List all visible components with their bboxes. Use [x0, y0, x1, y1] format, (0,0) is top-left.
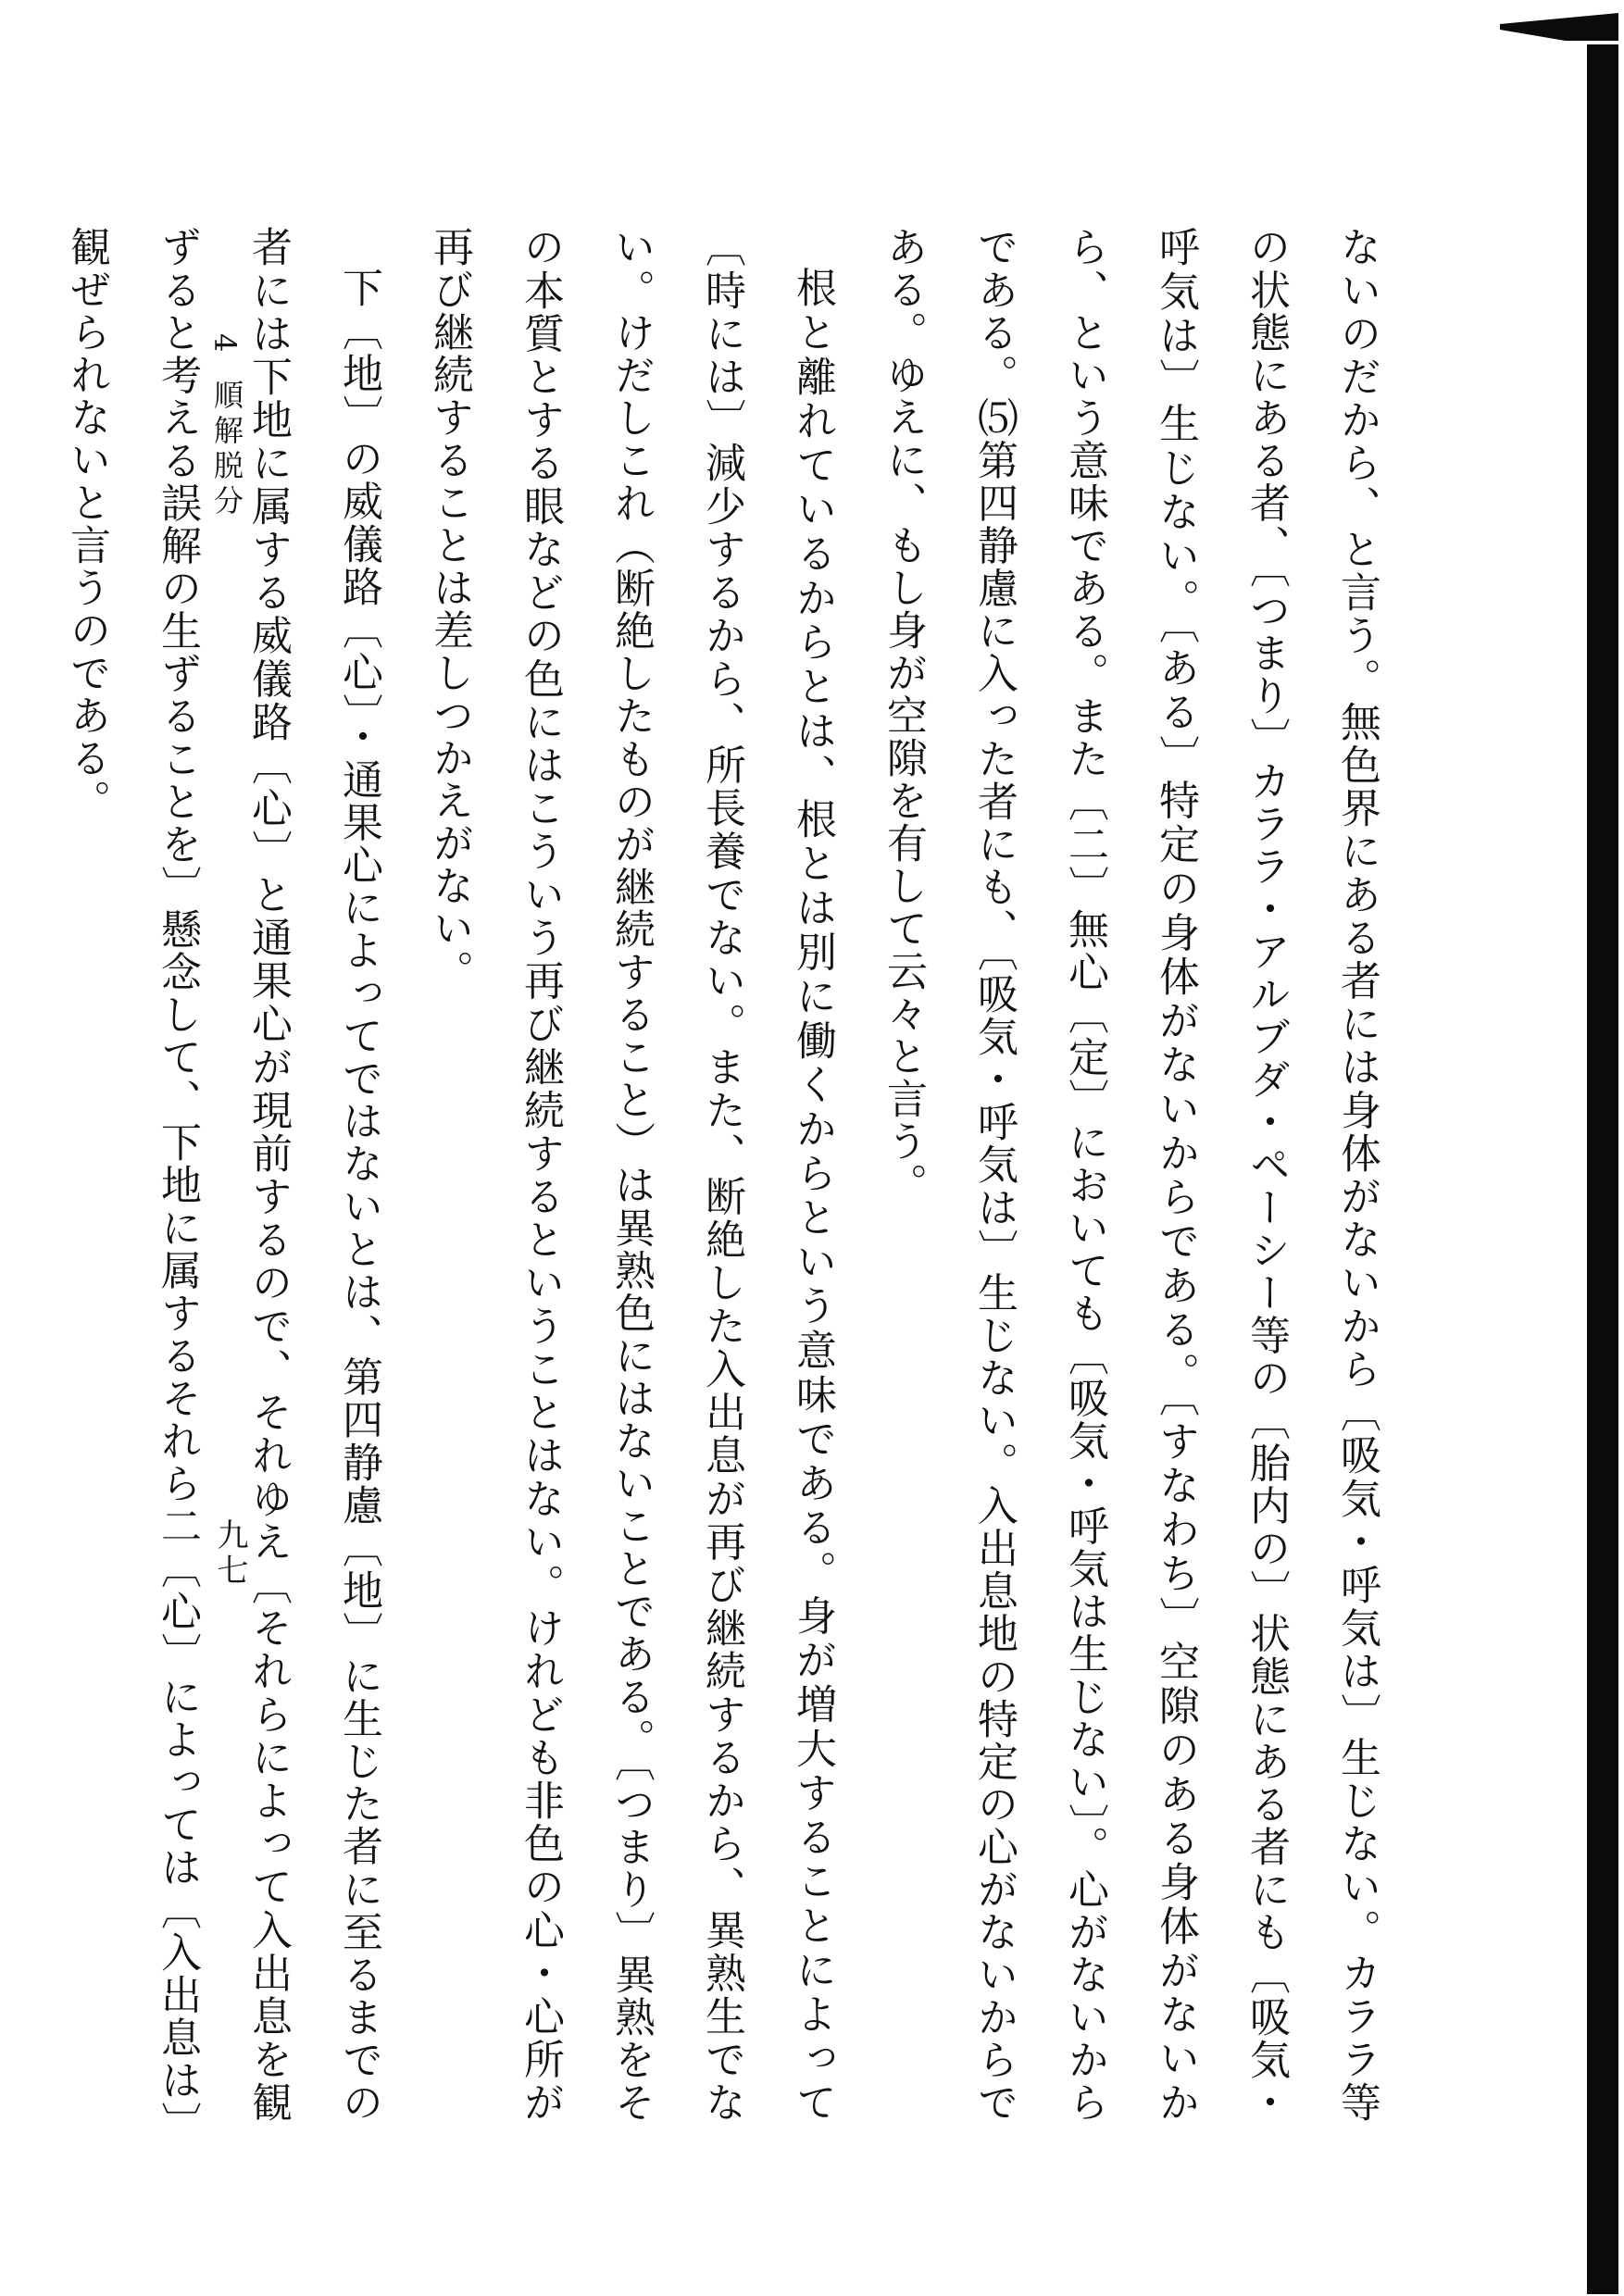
running-title: 順解脱分: [209, 380, 244, 520]
paragraph-3: 下〔地〕の威儀路〔心〕・通果心によってではないとは、第四静慮〔地〕に生じた者に至るまでの者には下地に属する威儀路〔心〕と通果心が現前するので、それゆえ〔それらによって入出息を観ずると考える誤解の生ずることを〕懸念して、下地に属するそれら二〔心〕によっては〔入出息は〕観ぜられないと言うのである。: [63, 226, 382, 2124]
book-spine-edge: [1570, 13, 1624, 2296]
page-number: 九七: [211, 1518, 248, 1589]
paragraph-2: 根と離れているからとは、根とは別に働くからという意味である。身が増大することによって〔時には〕減少するから、所長養でない。また、断絶した入出息が再び継続するから、異熟生でない。けだしこれ（断絶したものが継続すること）は異熟色にはないことである。〔つまり〕異熟をその本質とする眼などの色にはこういう再び継続するということはない。けれども非色の心・心所が再び継続することは差しつかえがない。: [426, 226, 836, 2125]
paragraph-1: ないのだから、と言う。無色界にある者には身体がないから〔吸気・呼気は〕生じない。カララ等の状態にある者、〔つまり〕カララ・アルブダ・ペーシー等の〔胎内の〕状態にある者にも〔吸気・呼気は〕生じない。〔ある〕特定の身体がないからである。〔すなわち〕空隙のある身体がないから、という意味である。また〔二〕無心〔定〕においても〔吸気・呼気は生じない〕。心がないからである。⑸第四静慮に入った者にも、〔吸気・呼気は〕生じない。入出息地の特定の心がないからである。ゆえに、もし身が空隙を有して云々と言う。: [880, 226, 1380, 2124]
chapter-number: 4: [207, 333, 243, 355]
spine-edge-bar: [1587, 44, 1618, 2294]
spine-edge-top: [1500, 13, 1618, 41]
